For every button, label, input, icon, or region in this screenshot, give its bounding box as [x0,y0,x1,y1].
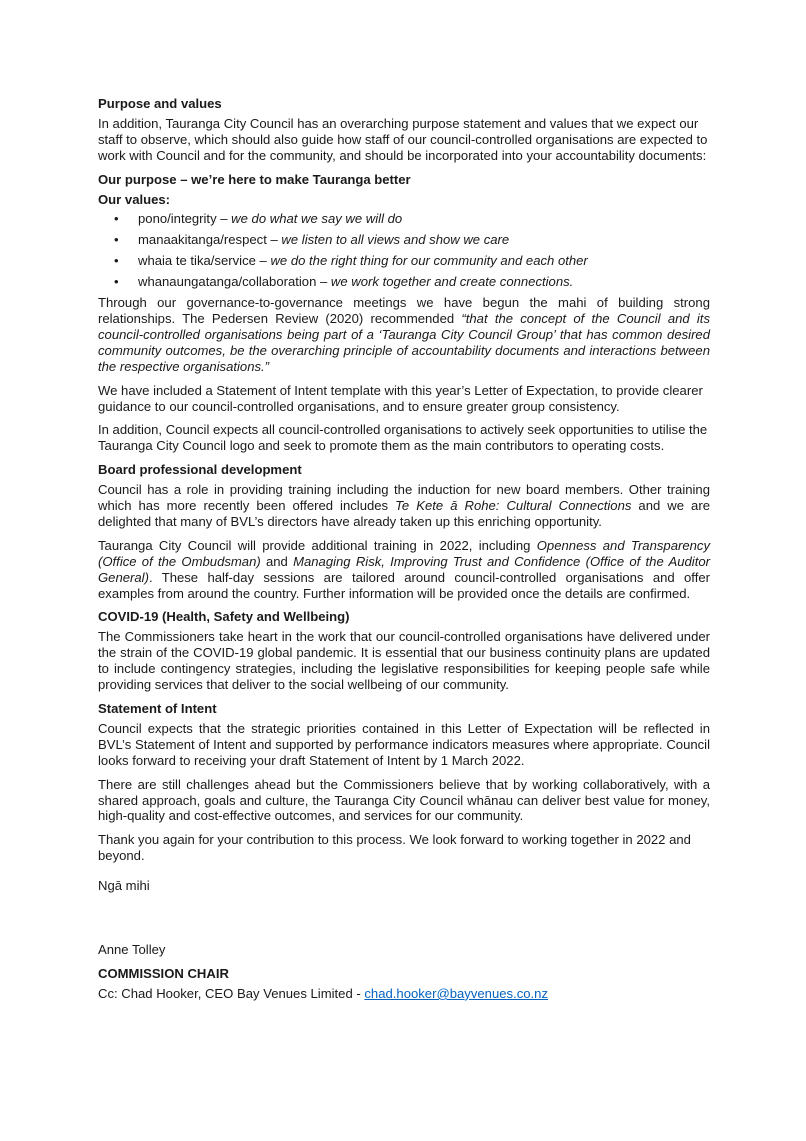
list-item [98,253,710,269]
value-description: we do what we say we will do [231,211,403,227]
list-item [98,211,710,227]
value-description: we listen to all views and show we care [281,232,510,248]
purpose-values-heading: Purpose and values [98,96,222,111]
logo-paragraph: In addition, Council expects all council-controlled organisations to actively seek opportunities to utilise the Tauranga City Council logo and seek to promote them as the main contributors to operating costs. [98,422,708,454]
course-title: Openness and Transparency (Office of the Ombudsman) [98,537,710,569]
cc-text: Cc: Chad Hooker, CEO Bay Venues Limited - [98,985,365,1001]
training-text-a: Tauranga City Council will provide additional training in 2022, including [98,537,537,553]
covid-heading: COVID-19 (Health, Safety and Wellbeing) [98,609,350,625]
training-text-b: and [260,553,294,569]
governance-text: Through our governance-to-governance meetings we have begun the mahi of building strong relationships. The Pedersen Review (2020) recommended [98,295,710,326]
challenges-paragraph: There are still challenges ahead but the Commissioners believe that by working collaboratively, with a shared approach, goals and culture, the Tauranga City Council whānau can deliver best value for money, high-quality and cost-effective outcomes, and services for our community. [98,776,710,824]
covid-paragraph: The Commissioners take heart in the work that our council-controlled organisations have delivered under the strain of the COVID-19 global pandemic. It is essential that our business continuity plans are updated to include contingency strategies, including the legislative responsibilities for keeping people safe while providing services that deliver to the social wellbeing of our community. [98,629,710,693]
signatory-name: Anne Tolley [98,942,166,958]
signoff: Ngā mihi [98,878,150,894]
value-description: we do the right thing for our community and each other [270,253,588,269]
board-text-a: Council has a role in providing training including the induction for new board members. Other training which has more recently been offered includes [98,482,710,514]
additional-training-paragraph [98,538,710,602]
pedersen-quote: “that the concept of the Council and its council-controlled organisations being part of a ‘Tauranga City Council Group’ that has common desired community outcomes, be the overarching principle of accountability documents and interactions between the respective organisations.” [98,310,710,374]
values-list [98,211,710,290]
value-term: manaakitanga/respect – [138,232,282,248]
value-description: we work together and create connections. [330,274,574,290]
template-paragraph: We have included a Statement of Intent template with this year’s Letter of Expectation, to provide clearer guidance to our council-controlled organisations, and to ensure greater group consistency. [98,382,703,414]
value-term: whanaungatanga/collaboration – [138,274,331,290]
statement-of-intent-heading: Statement of Intent [98,701,217,716]
training-text-c: . These half-day sessions are tailored around council-controlled organisations and offer examples from around the country. Further information will be provided once the details are confirmed. [98,569,710,601]
our-purpose-heading: Our purpose – we’re here to make Tauranga better [98,171,411,187]
list-item [98,274,710,290]
soi-paragraph: Council expects that the strategic priorities contained in this Letter of Expectation will be reflected in BVL’s Statement of Intent and supported by performance indicators measures where appropriate. Council looks forward to receiving your draft Statement of Intent by 1 March 2022. [98,720,710,768]
board-text-b: and we are delighted that many of BVL’s directors have already taken up this enriching opportunity. [98,498,710,529]
course-title: Managing Risk, Improving Trust and Confidence (Office of the Auditor General) [98,553,710,585]
board-development-heading: Board professional development [98,462,302,478]
purpose-intro-paragraph: In addition, Tauranga City Council has an overarching purpose statement and values that we expect our staff to observe, which should also guide how staff of our council-controlled organisations are expected to work with Council and for the community, and should be incorporated into your accountability documents: [98,115,708,163]
thank-you-paragraph: Thank you again for your contribution to this process. We look forward to working together in 2022 and beyond. [98,832,691,864]
list-item [98,232,710,248]
course-title: Te Kete ā Rohe: Cultural Connections [395,498,632,514]
letter-page [98,96,710,1010]
value-term: pono/integrity – [138,211,232,227]
signatory-title: COMMISSION CHAIR [98,965,229,981]
governance-paragraph [98,295,710,375]
cc-line [98,986,710,1002]
value-term: whaia te tika/service – [138,253,271,269]
our-values-heading: Our values: [98,191,171,207]
cc-email-link[interactable]: chad.hooker@bayvenues.co.nz [364,985,549,1001]
board-training-paragraph [98,482,710,530]
